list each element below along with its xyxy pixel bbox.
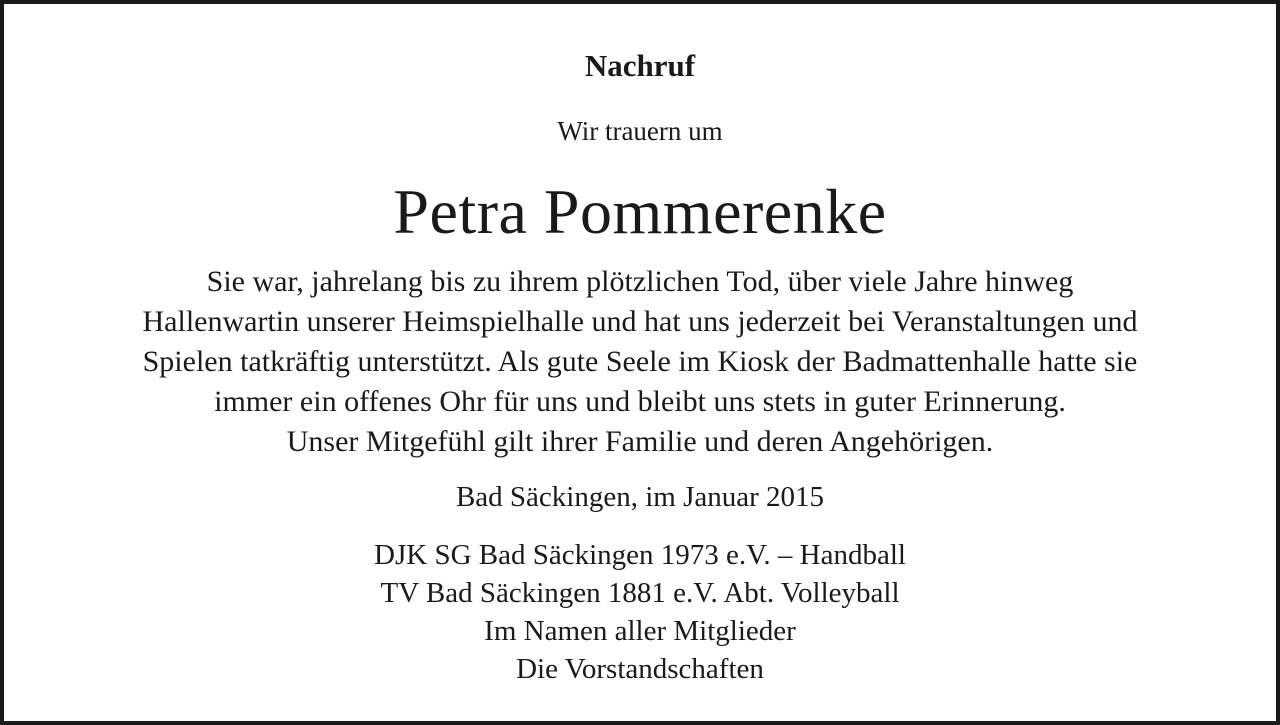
body-line: Unser Mitgefühl gilt ihrer Familie und deren Angehörigen. (286, 425, 994, 458)
body-line: Hallenwartin unserer Heimspielhalle und hat uns jederzeit bei Veranstaltungen und (142, 305, 1138, 338)
signature-line: Die Vorstandschaften (516, 653, 764, 685)
signature-line: Im Namen aller Mitglieder (484, 615, 796, 647)
deceased-name: Petra Pommerenke (393, 176, 887, 247)
signature-block (4, 536, 1276, 688)
notice-intro: Wir trauern um (557, 116, 723, 146)
body-line: Spielen tatkräftig unterstützt. Als gute Seele im Kiosk der Badmattenhalle hatte sie (142, 345, 1138, 378)
signature-line: TV Bad Säckingen 1881 e.V. Abt. Volleyball (380, 577, 900, 609)
body-line: immer ein offenes Ohr für uns und bleibt uns stets in guter Erinnerung. (214, 385, 1066, 418)
body-line: Sie war, jahrelang bis zu ihrem plötzlichen Tod, über viele Jahre hinweg (206, 265, 1074, 298)
notice-heading: Nachruf (584, 48, 696, 83)
notice-body (44, 262, 1236, 462)
place-and-date: Bad Säckingen, im Januar 2015 (455, 481, 825, 513)
signature-line: DJK SG Bad Säckingen 1973 e.V. – Handball (374, 539, 906, 571)
